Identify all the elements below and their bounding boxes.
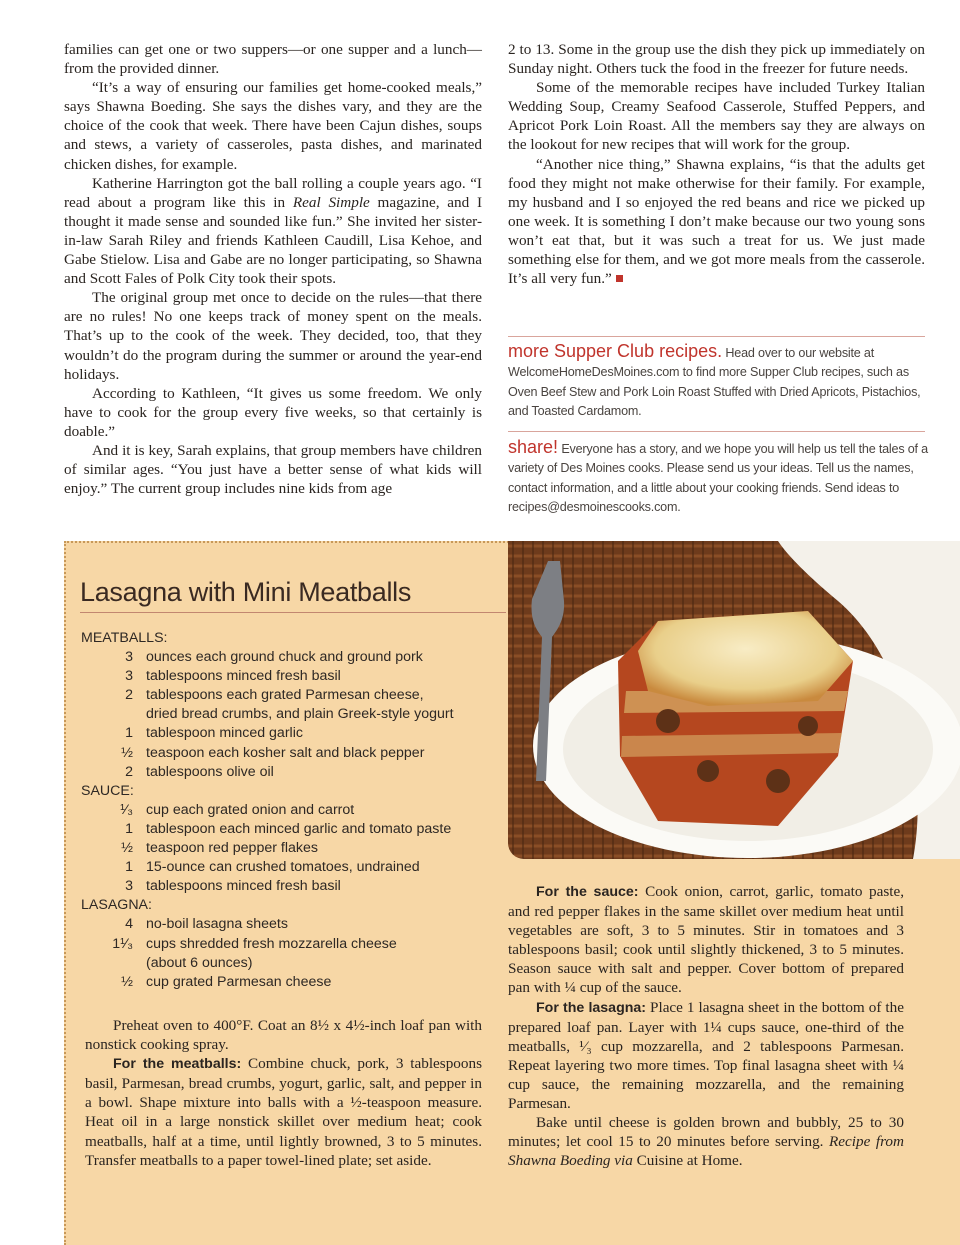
ingredient-line <box>81 763 501 782</box>
bake-step-text: Bake until cheese is golden brown and bubbly, 25 to 30 minutes; let cool 15 to 20 minutes before serving. <box>508 1114 904 1151</box>
ingredient-quantity: 2 <box>125 687 133 704</box>
ingredient-item: dried bread crumbs, and plain Greek-style yogurt <box>146 706 454 723</box>
story-paragraph: “It’s a way of ensuring our families get home-cooked meals,” says Shawna Boeding. She says the dishes vary, and they are the choice of the cook that week. There have been Cajun dishes, soups and stews, a variety of casseroles, pasta dishes, and marinated chicken dishes, for example. <box>64 79 482 173</box>
lasagna-label: LASAGNA: <box>81 897 152 914</box>
ingredient-line <box>81 877 501 896</box>
ingredient-line <box>81 915 501 934</box>
share-promo <box>508 438 928 517</box>
story-paragraph <box>508 155 925 289</box>
sauce-step-text: Cook onion, carrot, garlic, tomato paste, and red pepper flakes in the same skillet over medium heat until vegetables are soft, 3 to 5 minutes. Stir in tomatoes and 3 tablespoons basil; cook until slightly thickened, 3 to 5 minutes. Season sauce with salt and pepper. Cover bottom of prepared pan with ¼ cup of the sauce. <box>508 883 904 997</box>
ingredient-item: cup each grated onion and carrot <box>146 801 355 818</box>
sauce-step <box>508 882 904 998</box>
recipe-border-left <box>64 541 66 1245</box>
ingredient-line <box>81 648 501 667</box>
ingredient-item: cup grated Parmesan cheese <box>146 973 332 990</box>
ingredient-quantity: 4 <box>125 916 133 933</box>
story-paragraph: 2 to 13. Some in the group use the dish they pick up immediately on Sunday night. Others tuck the food in the freezer for future needs. <box>508 41 925 78</box>
story-text: “Another nice thing,” Shawna explains, “is that the adults get food they might not make otherwise for their family. For example, my husband and I so enjoyed the red beans and rice we picked up one week. It is something I don’t make because our two young sons won’t eat that, but it was such a treat for us. We just made something else for them, and we got more meals from the casserole. It’s all very fun.” <box>508 155 925 288</box>
ingredient-quantity: 2 <box>125 763 133 780</box>
ingredient-quantity: ½ <box>121 744 133 761</box>
story-paragraph: Some of the memorable recipes have included Turkey Italian Wedding Soup, Creamy Seafood Casserole, Stuffed Peppers, and Apricot Pork Loin Roast. All the members say they are always on the lookout for new recipes that will work for the group. <box>508 79 925 154</box>
meatballs-step <box>85 1054 482 1170</box>
divider <box>508 336 925 337</box>
story-paragraph <box>64 174 482 289</box>
ingredient-item: no-boil lasagna sheets <box>146 916 288 933</box>
ingredient-item: tablespoons each grated Parmesan cheese, <box>146 687 424 704</box>
magazine-name: Real Simple <box>292 193 370 211</box>
ingredients-list <box>81 629 501 992</box>
recipe-source: Cuisine at Home. <box>632 1152 743 1170</box>
story-left-column <box>64 40 482 498</box>
preheat-step: Preheat oven to 400°F. Coat an 8½ x 4½-inch loaf pan with nonstick cooking spray. <box>85 1017 482 1054</box>
title-rule <box>80 612 506 613</box>
share-body[interactable]: Everyone has a story, and we hope you will help us tell the tales of a variety of Des Moines cooks. Please send us your ideas. Tell us the names, contact information, and a little about your cooking friends. Send ideas to recipes@desmoinescooks.com. <box>508 442 928 514</box>
ingredient-line <box>81 858 501 877</box>
lasagna-step <box>508 998 904 1114</box>
ingredient-line <box>81 820 501 839</box>
lasagna-ingredients <box>81 915 501 991</box>
meatballs-step-heading: For the meatballs: <box>113 1056 242 1073</box>
share-heading: share! <box>508 437 559 457</box>
ingredient-item: tablespoons minced fresh basil <box>146 878 341 895</box>
ingredient-quantity: 1 <box>125 725 133 742</box>
sauce-step-heading: For the sauce: <box>536 884 639 900</box>
story-text: Katherine Harrington got the ball rolling a couple years ago. “I read about a program like this in <box>64 174 482 211</box>
ingredient-item: (about 6 ounces) <box>146 954 253 971</box>
ingredient-item: teaspoon each kosher salt and black pepper <box>146 744 425 761</box>
ingredient-quantity <box>81 954 133 973</box>
more-recipes-heading: more Supper Club recipes. <box>508 341 723 361</box>
ingredient-item: teaspoon red pepper flakes <box>146 840 318 857</box>
end-mark-icon <box>616 275 623 282</box>
directions-right <box>508 882 904 1170</box>
story-paragraph: According to Kathleen, “It gives us some freedom. We only have to cook for the group every five weeks, so that certainly is doable.” <box>64 384 482 440</box>
ingredient-line <box>81 973 501 992</box>
meatballs-step-text: Combine chuck, pork, 3 tablespoons basil, Parmesan, bread crumbs, yogurt, garlic, salt, and pepper in a bowl. Shape mixture into balls with a ½-teaspoon measure. Heat oil in a large nonstick skillet over medium heat; cook meatballs, half at a time, until lightly browned, 3 to 5 minutes. Transfer meatballs to a paper towel-lined plate; set aside. <box>85 1055 482 1169</box>
ingredient-item: 15-ounce can crushed tomatoes, undrained <box>146 859 420 876</box>
ingredient-item: tablespoons olive oil <box>146 763 274 780</box>
story-paragraph: families can get one or two suppers—or one supper and a lunch—from the provided dinner. <box>64 41 482 78</box>
story-paragraph: The original group met once to decide on the rules—that there are no rules! No one keeps track of money spent on the meals. That’s up to the cook of the week. They decided, too, that they wouldn’t do the program during the summer or around the year-end holidays. <box>64 289 482 383</box>
ingredient-quantity: 3 <box>125 668 133 685</box>
more-recipes-body[interactable]: Head over to our website at WelcomeHomeDesMoines.com to find more Supper Club recipes, such as Oven Beef Stew and Pork Loin Roast Stuffed with Dried Apricots, Pistachios, and Toasted Cardamom. <box>508 346 921 418</box>
ingredient-line <box>81 935 501 954</box>
bake-step <box>508 1113 904 1170</box>
lasagna-step-heading: For the lasagna: <box>536 999 647 1016</box>
ingredient-line <box>81 839 501 858</box>
ingredient-line <box>81 724 501 743</box>
story-right-column <box>508 40 925 288</box>
lasagna-photo-illustration <box>508 541 960 859</box>
ingredient-line <box>81 667 501 686</box>
ingredient-quantity: 1 <box>125 859 133 876</box>
ingredient-item: cups shredded fresh mozzarella cheese <box>146 935 397 952</box>
ingredient-item: tablespoon minced garlic <box>146 725 303 742</box>
ingredient-line <box>81 954 501 973</box>
ingredient-line <box>81 744 501 763</box>
lasagna-photo <box>508 541 960 859</box>
meatballs-label: MEATBALLS: <box>81 630 168 646</box>
ingredient-quantity: 3 <box>125 649 133 666</box>
meatballs-ingredients <box>81 648 501 782</box>
ingredient-item: tablespoons minced fresh basil <box>146 668 341 685</box>
recipe-title: Lasagna with Mini Meatballs <box>80 577 412 607</box>
ingredient-quantity: 1¹⁄₃ <box>112 935 133 952</box>
story-paragraph: And it is key, Sarah explains, that group members have children of similar ages. “You just have a better sense of what kids will enjoy.” The current group includes nine kids from age <box>64 441 482 498</box>
ingredient-quantity: ¹⁄₃ <box>120 801 133 818</box>
ingredient-line <box>81 686 501 705</box>
sauce-ingredients <box>81 801 501 896</box>
ingredient-item: ounces each ground chuck and ground pork <box>146 649 423 666</box>
divider <box>508 431 925 432</box>
more-recipes-promo <box>508 342 928 421</box>
ingredient-quantity: 3 <box>125 878 133 895</box>
ingredient-quantity: ½ <box>121 840 133 857</box>
recipe-credit: Recipe from Shawna Boeding via <box>508 1133 904 1170</box>
lasagna-step-text: Place 1 lasagna sheet in the bottom of the prepared loaf pan. Layer with 1¼ cups sauce, one-third of the meatballs, ¹⁄₃ cup mozzarella, and 2 tablespoons Parmesan. Repeat layering two more times. Top final lasagna sheet with ¼ cup sauce, the remaining mozzarella, and the remaining Parmesan. <box>508 998 904 1113</box>
ingredient-quantity <box>81 705 133 724</box>
ingredient-line <box>81 705 501 724</box>
ingredient-quantity: 1 <box>125 820 133 837</box>
ingredient-item: tablespoon each minced garlic and tomato paste <box>146 820 452 837</box>
ingredient-line <box>81 801 501 820</box>
directions-left <box>85 1016 482 1170</box>
sauce-label: SAUCE: <box>81 782 134 799</box>
story-text: magazine, and I thought it made sense and sounded like fun.” She invited her sister-in-law Sarah Riley and friends Kathleen Caudill, Lisa Kehoe, and Gabe Stielow. Lisa and Gabe are no longer participating, so Shawna and Scott Fales of Polk City took their spots. <box>64 193 482 288</box>
ingredient-quantity: ½ <box>121 973 133 990</box>
